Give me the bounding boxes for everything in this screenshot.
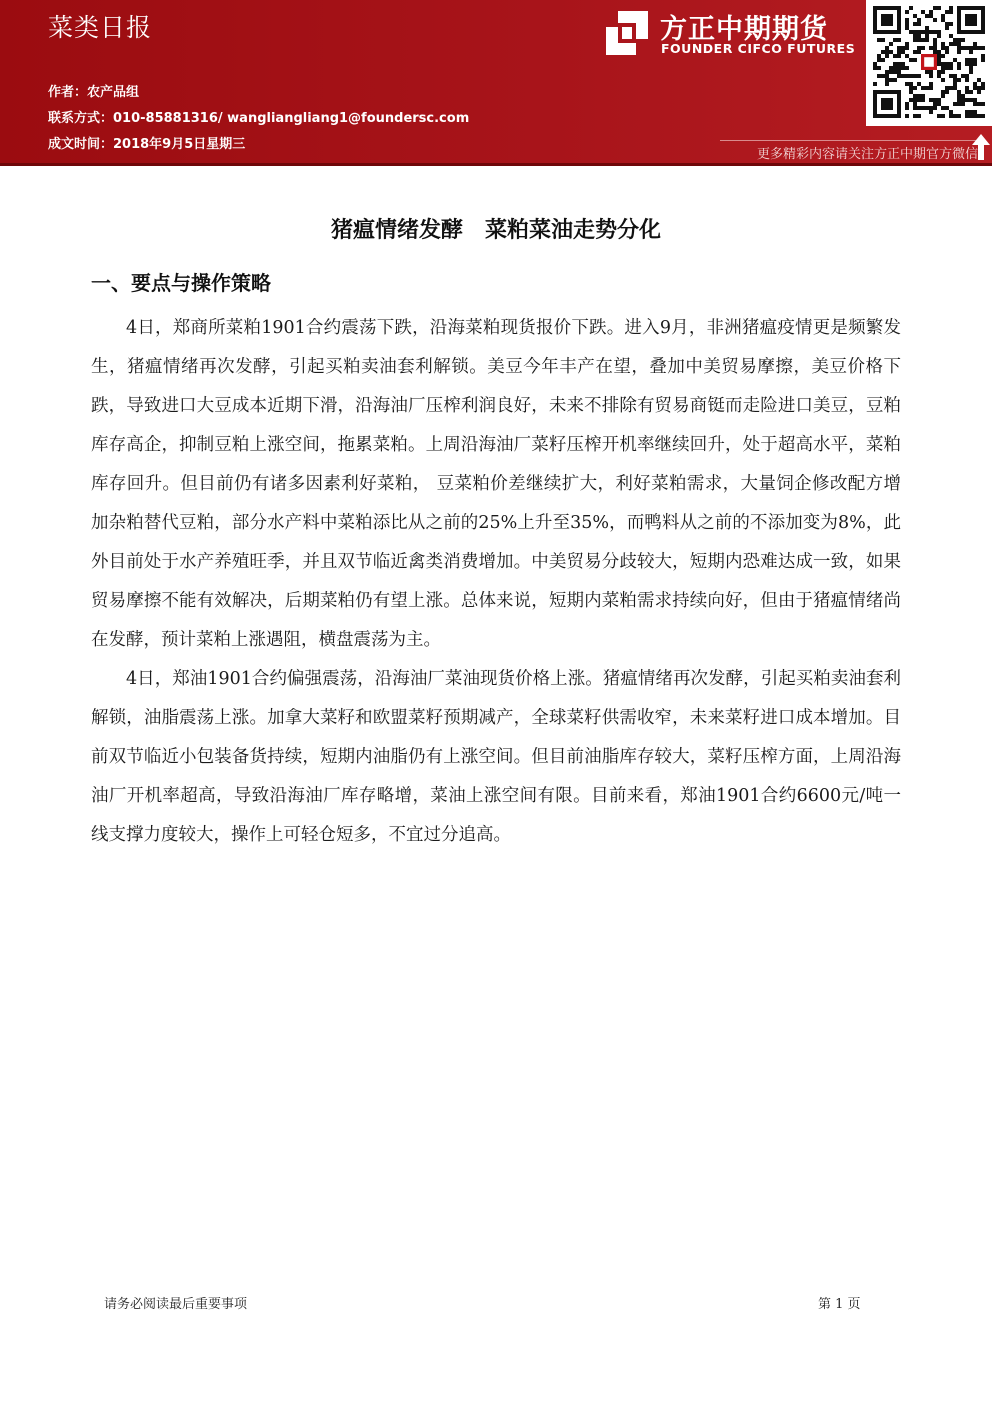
date-line: 成文时间：2018年9月5日星期三 <box>48 137 246 152</box>
logo-english-name: FOUNDER CIFCO FUTURES <box>661 41 856 56</box>
qr-code-icon <box>873 6 985 118</box>
page-number: 第 1 页 <box>818 1297 861 1312</box>
section-heading: 一、要点与操作策略 <box>91 271 271 295</box>
contact-line: 联系方式：010-85881316/ wangliangliang1@foundersc.com <box>48 111 470 126</box>
wechat-follow-note: 更多精彩内容请关注方正中期官方微信 <box>756 147 978 162</box>
article-body <box>91 309 901 855</box>
author-line: 作者：农产品组 <box>48 85 140 100</box>
footer-disclaimer: 请务必阅读最后重要事项 <box>104 1297 248 1312</box>
header-banner <box>0 0 992 163</box>
article-title: 猪瘟情绪发酵 菜粕菜油走势分化 <box>330 218 661 243</box>
paragraph-rapeseed-oil: 4日，郑油1901合约偏强震荡，沿海油厂菜油现货价格上涨。猪瘟情绪再次发酵，引起买粕卖油套利解锁，油脂震荡上涨。加拿大菜籽和欧盟菜籽预期减产，全球菜籽供需收窄，未来菜籽进口成本增加。目前双节临近小包装备货持续，短期内油脂仍有上涨空间。但目前油脂库存较大，菜籽压榨方面，上周沿海油厂开机率超高，导致沿海油厂库存略增，菜油上涨空间有限。目前来看，郑油1901合约6600元/吨一线支撑力度较大，操作上可轻仓短多，不宜过分追高。 <box>91 669 901 845</box>
logo-mark-icon <box>604 9 650 57</box>
header-divider <box>0 163 992 166</box>
logo-chinese-name: 方正中期期货 <box>660 14 828 45</box>
wechat-qr-code <box>866 0 992 126</box>
doc-type-title: 菜类日报 <box>48 13 153 42</box>
wechat-note-divider <box>720 140 978 141</box>
company-logo <box>604 7 860 61</box>
paragraph-rapeseed-meal: 4日，郑商所菜粕1901合约震荡下跌，沿海菜粕现货报价下跌。进入9月，非洲猪瘟疫情更是频繁发生，猪瘟情绪再次发酵，引起买粕卖油套利解锁。美豆今年丰产在望，叠加中美贸易摩擦，美豆价格下跌，导致进口大豆成本近期下滑，沿海油厂压榨利润良好，未来不排除有贸易商铤而走险进口美豆，豆粕库存高企，抑制豆粕上涨空间，拖累菜粕。上周沿海油厂菜籽压榨开机率继续回升，处于超高水平，菜粕库存回升。但目前仍有诸多因素利好菜粕， 豆菜粕价差继续扩大，利好菜粕需求，大量饲企修改配方增加杂粕替代豆粕，部分水产料中菜粕添比从之前的25%上升至35%，而鸭料从之前的不添加变为8%，此外目前处于水产养殖旺季，并且双节临近禽类消费增加。中美贸易分歧较大，短期内恐难达成一致，如果贸易摩擦不能有效解决，后期菜粕仍有望上涨。总体来说，短期内菜粕需求持续向好，但由于猪瘟情绪尚在发酵，预计菜粕上涨遇阻，横盘震荡为主。 <box>91 318 901 650</box>
up-arrow-icon <box>972 134 990 160</box>
